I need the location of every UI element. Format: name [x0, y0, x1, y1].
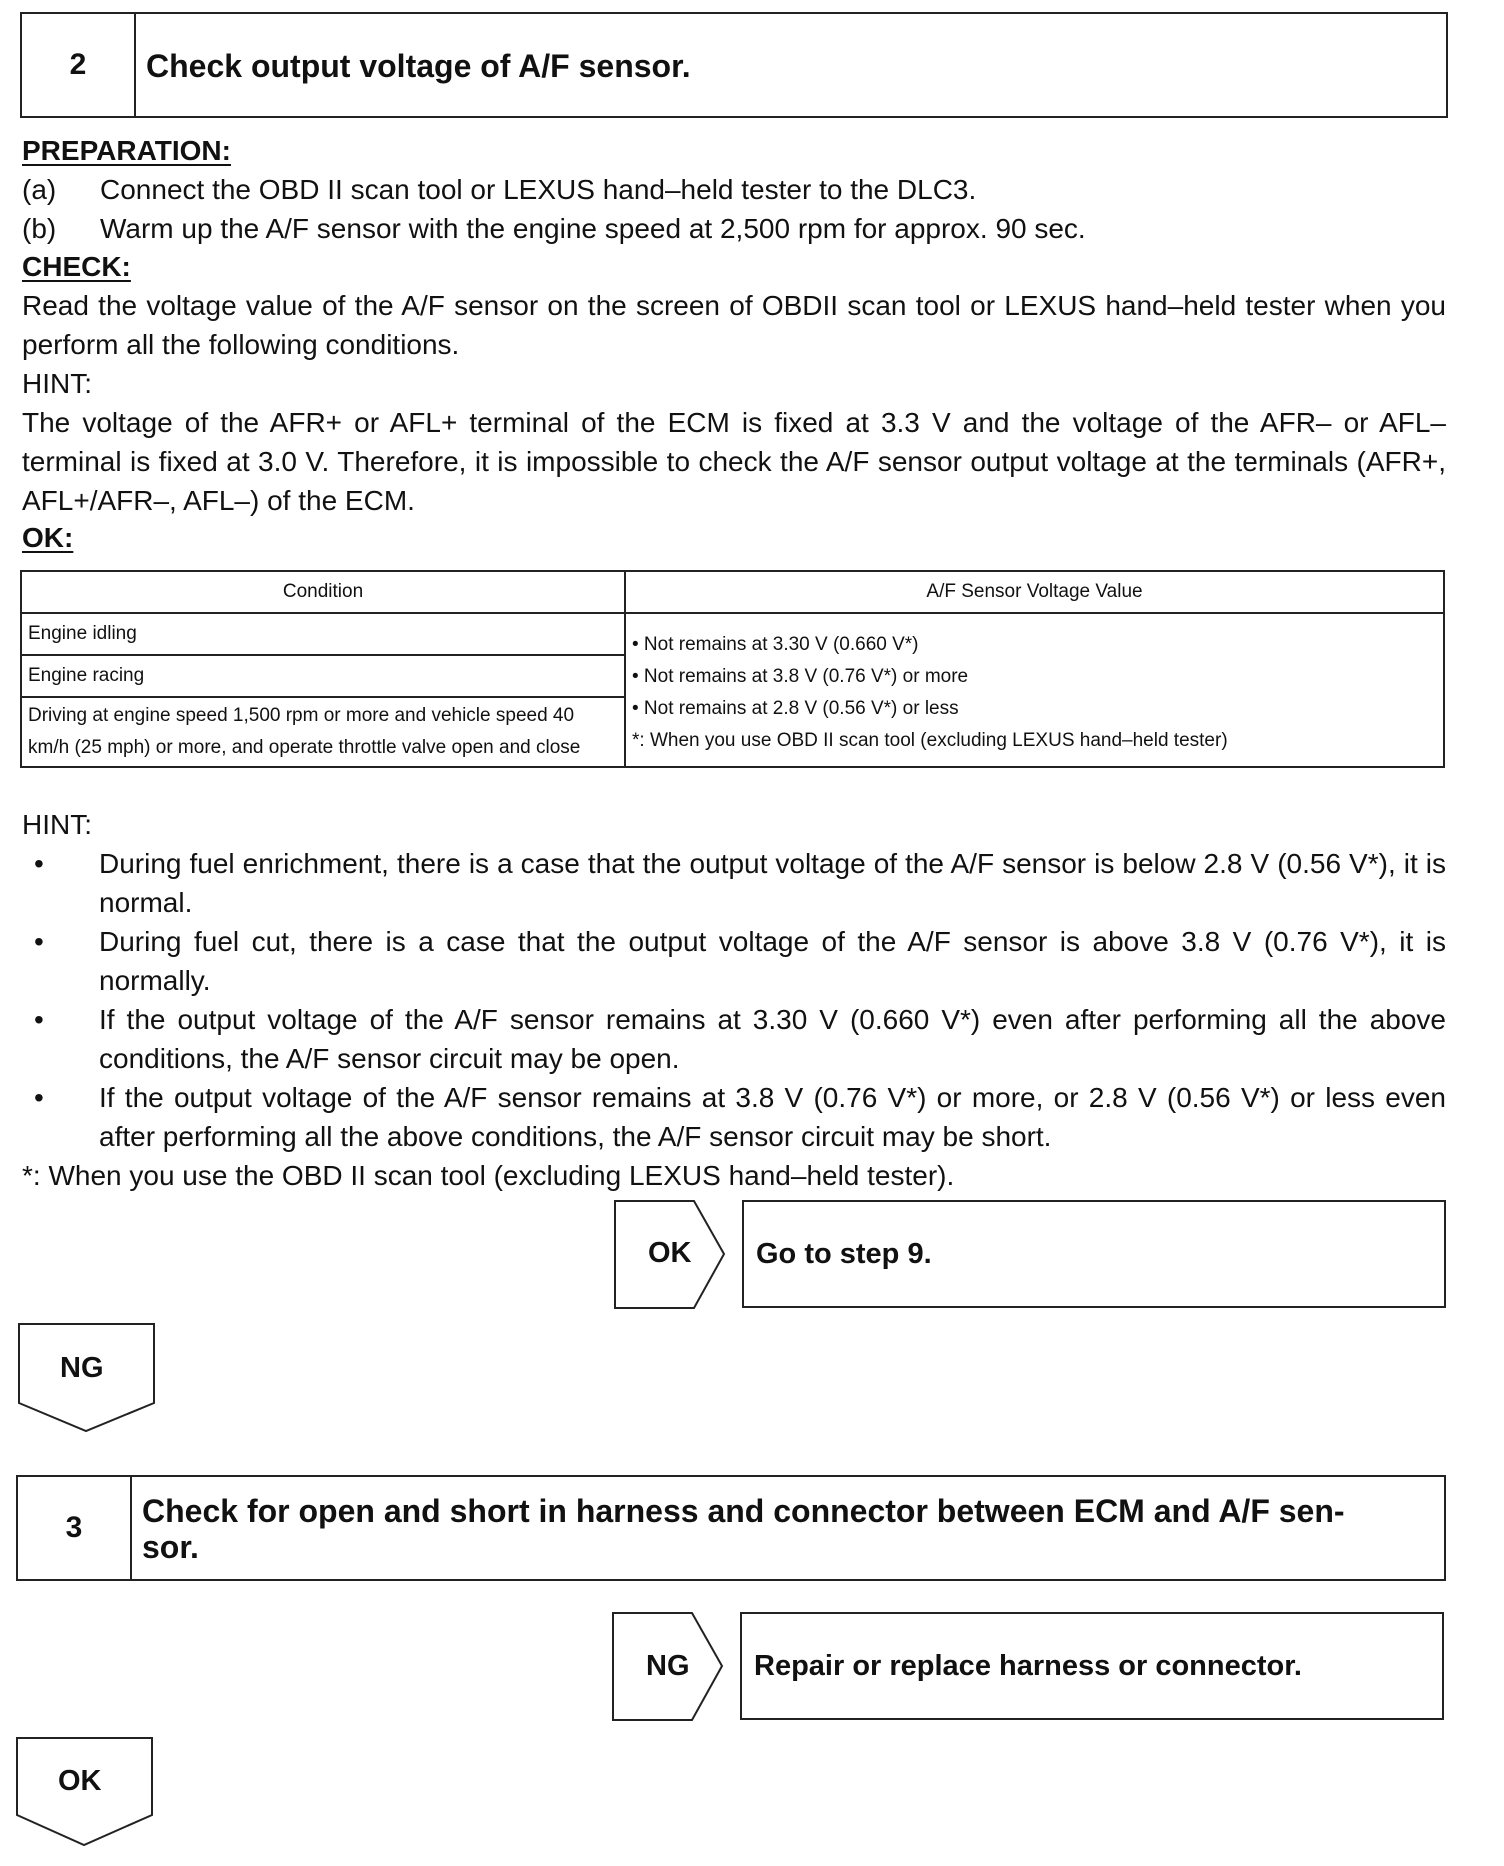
list-item-text: If the output voltage of the A/F sensor remains at 3.30 V (0.660 V*) even after performing all the above conditions, the A/F sensor circuit may be open.	[99, 1004, 1446, 1074]
step-3-box	[16, 1475, 1446, 1581]
bullet-icon: •	[34, 848, 44, 879]
ok-heading: OK:	[22, 522, 74, 553]
preparation-item	[22, 170, 1446, 209]
step-number: 2	[22, 14, 136, 116]
table-header-condition: Condition	[21, 571, 625, 613]
voltage-value-cell	[625, 613, 1444, 767]
preparation-section	[22, 132, 1446, 556]
voltage-value-line: *: When you use OBD II scan tool (excluding LEXUS hand–held tester)	[632, 730, 1228, 751]
item-text: Warm up the A/F sensor with the engine speed at 2,500 rpm for approx. 90 sec.	[100, 213, 1086, 244]
step-title-line: sor.	[142, 1529, 199, 1565]
step-number: 3	[18, 1477, 132, 1579]
list-item	[22, 922, 1446, 1000]
item-label: (b)	[22, 213, 57, 244]
step-title	[142, 1493, 1424, 1565]
check-text: Read the voltage value of the A/F sensor on the screen of OBDII scan tool or LEXUS hand–held tester when you perform all the following conditions.	[22, 290, 1446, 360]
item-text: Connect the OBD II scan tool or LEXUS hand–held tester to the DLC3.	[100, 174, 977, 205]
voltage-value-line: • Not remains at 3.30 V (0.660 V*)	[632, 634, 919, 655]
ng-result-label: NG	[60, 1352, 104, 1384]
preparation-item	[22, 209, 1446, 248]
list-item-text: If the output voltage of the A/F sensor remains at 3.8 V (0.76 V*) or more, or 2.8 V (0.56 V*) or less even after performing all the above conditions, the A/F sensor circuit may be short.	[99, 1082, 1446, 1152]
condition-cell: Engine idling	[21, 613, 625, 655]
list-item-text: During fuel cut, there is a case that the output voltage of the A/F sensor is above 3.8 V (0.76 V*), it is normally.	[99, 926, 1446, 996]
step-title-line: Check for open and short in harness and connector between ECM and A/F sen-	[142, 1493, 1345, 1529]
condition-cell: Engine racing	[21, 655, 625, 697]
step-title: Check output voltage of A/F sensor.	[146, 48, 691, 84]
ok-result-label: OK	[648, 1237, 692, 1269]
go-to-step-9-box: Go to step 9.	[742, 1200, 1446, 1308]
list-item	[22, 844, 1446, 922]
ok-condition-table	[20, 570, 1445, 768]
repair-harness-box: Repair or replace harness or connector.	[740, 1612, 1444, 1720]
voltage-value-line: • Not remains at 3.8 V (0.76 V*) or more	[632, 666, 969, 687]
condition-cell: Driving at engine speed 1,500 rpm or more and vehicle speed 40 km/h (25 mph) or more, and operate throttle valve open and close	[21, 697, 625, 767]
footnote: *: When you use the OBD II scan tool (excluding LEXUS hand–held tester).	[22, 1160, 955, 1191]
hint-text: The voltage of the AFR+ or AFL+ terminal of the ECM is fixed at 3.3 V and the voltage of the AFR– or AFL– terminal is fixed at 3.0 V. Therefore, it is impossible to check the A/F sensor output voltage at the terminals (AFR+, AFL+/AFR–, AFL–) of the ECM.	[22, 407, 1446, 516]
step-2-box	[20, 12, 1448, 118]
voltage-value-line: • Not remains at 2.8 V (0.56 V*) or less	[632, 698, 959, 719]
ok-result-label: OK	[58, 1765, 102, 1797]
hint-bullet-list	[22, 844, 1446, 1156]
hint-section	[22, 805, 1446, 1195]
bullet-icon: •	[34, 1004, 44, 1035]
list-item	[22, 1000, 1446, 1078]
list-item	[22, 1078, 1446, 1156]
preparation-heading: PREPARATION:	[22, 135, 231, 166]
list-item-text: During fuel enrichment, there is a case that the output voltage of the A/F sensor is below 2.8 V (0.56 V*), it is normal.	[99, 848, 1446, 918]
hint-label: HINT:	[22, 809, 92, 840]
ng-result-label: NG	[646, 1650, 690, 1682]
item-label: (a)	[22, 174, 57, 205]
check-heading: CHECK:	[22, 251, 131, 282]
table-row	[21, 613, 1444, 655]
hint-label: HINT:	[22, 368, 92, 399]
bullet-icon: •	[34, 926, 44, 957]
table-header-row	[21, 571, 1444, 613]
bullet-icon: •	[34, 1082, 44, 1113]
table-header-voltage: A/F Sensor Voltage Value	[625, 571, 1444, 613]
